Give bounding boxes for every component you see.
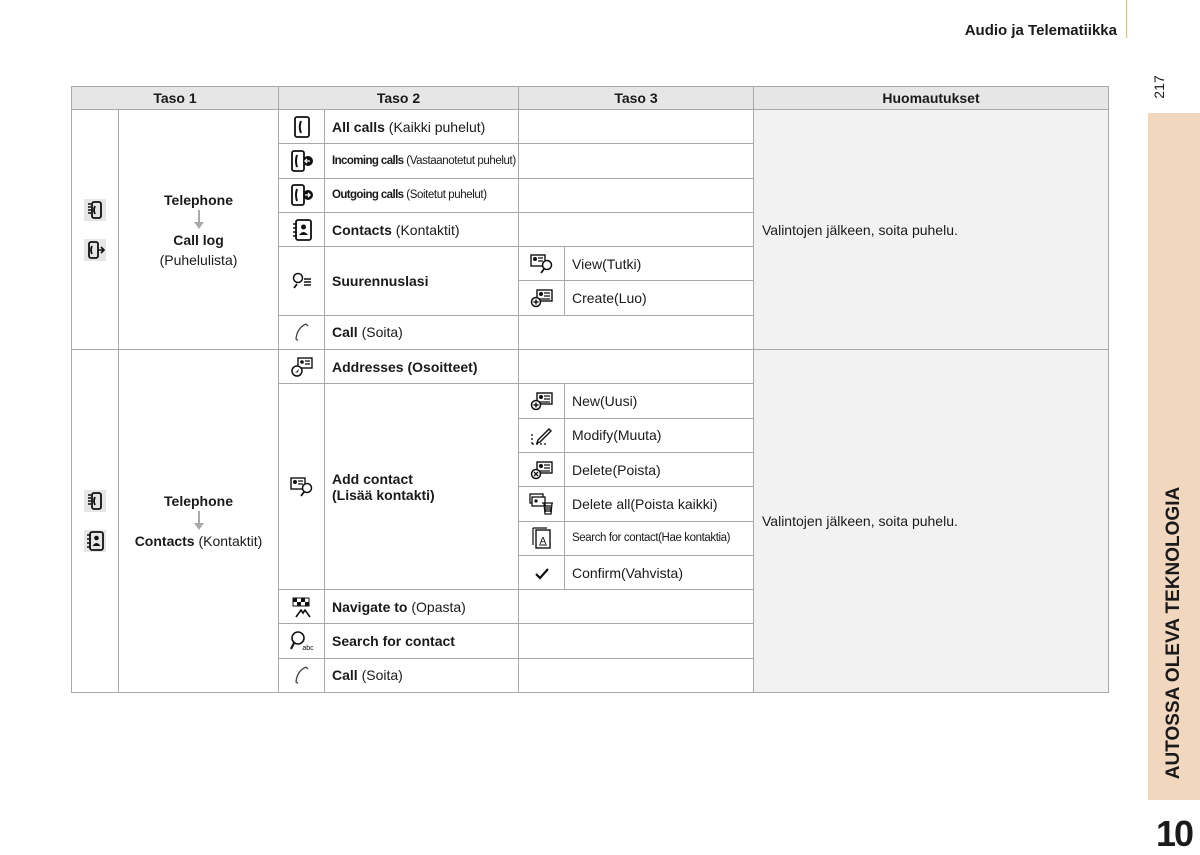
phone-book-icon [83, 492, 107, 508]
chapter-number: 10 [1155, 813, 1193, 854]
empty-cell [519, 144, 754, 178]
empty-cell [519, 658, 754, 692]
level1-subtitle-note: (Puhelulista) [159, 251, 238, 268]
menu-item-delete[interactable]: Delete(Poista) [565, 452, 754, 486]
delete-all-icon [519, 487, 565, 521]
remark-cell: Valintojen jälkeen, soita puhelu. [754, 350, 1109, 693]
menu-item-outgoing-calls[interactable]: Outgoing calls (Soitetut puhelut) [325, 178, 519, 212]
menu-item-view[interactable]: View(Tutki) [565, 247, 754, 281]
new-contact-icon [519, 384, 565, 418]
menu-item-contacts[interactable]: Contacts (Kontaktit) [325, 212, 519, 246]
header-divider [1126, 0, 1127, 38]
contacts-icon [83, 532, 107, 548]
menu-item-all-calls[interactable]: All calls (Kaikki puhelut) [325, 110, 519, 144]
svg-text:abc: abc [301, 645, 314, 653]
level1-label [119, 350, 279, 693]
all-calls-icon [279, 110, 325, 144]
page-header-title: Audio ja Telematiikka [964, 22, 1117, 39]
contacts-icon [279, 212, 325, 246]
incoming-calls-icon [279, 144, 325, 178]
column-header: Taso 1 [72, 87, 279, 110]
search-abc-icon [279, 624, 325, 658]
menu-item-delete-all[interactable]: Delete all(Poista kaikki) [565, 487, 754, 521]
menu-item-modify[interactable]: Modify(Muuta) [565, 418, 754, 452]
column-header: Taso 3 [519, 87, 754, 110]
empty-cell [519, 624, 754, 658]
chapter-title: AUTOSSA OLEVA TEKNOLOGIA [1163, 486, 1184, 780]
menu-item-addresses[interactable]: Addresses (Osoitteet) [325, 350, 519, 384]
view-contact-icon [519, 247, 565, 281]
menu-item-search-for-contact[interactable]: Search for contact(Hae kontaktia) [565, 521, 754, 555]
menu-item-new[interactable]: New(Uusi) [565, 384, 754, 418]
add-contact-icon [279, 384, 325, 590]
level1-label [119, 110, 279, 350]
menu-item-create[interactable]: Create(Luo) [565, 281, 754, 315]
table-row [72, 350, 1109, 384]
column-header: Taso 2 [279, 87, 519, 110]
search-contact-letter-icon [519, 521, 565, 555]
level1-subtitle: Call log [173, 231, 224, 248]
check-icon [519, 555, 565, 589]
delete-contact-icon [519, 452, 565, 486]
menu-item-suurennuslasi[interactable]: Suurennuslasi [325, 247, 519, 316]
table-header-row [72, 87, 1109, 110]
arrow-down-icon [193, 511, 205, 531]
empty-cell [519, 178, 754, 212]
page-number: 217 [1151, 75, 1167, 99]
create-contact-icon [519, 281, 565, 315]
level1-icons [72, 350, 119, 693]
magnifier-list-icon [279, 247, 325, 316]
menu-item-add-contact[interactable]: Add contact (Lisää kontakti) [325, 384, 519, 590]
call-log-icon [83, 240, 107, 256]
modify-icon [519, 418, 565, 452]
menu-table [71, 86, 1109, 693]
menu-item-call[interactable]: Call (Soita) [325, 658, 519, 692]
empty-cell [519, 212, 754, 246]
empty-cell [519, 110, 754, 144]
checkered-flag-icon [279, 590, 325, 624]
level1-title: Telephone [164, 493, 233, 510]
column-header: Huomautukset [754, 87, 1109, 110]
table-row [72, 110, 1109, 144]
outgoing-calls-icon [279, 178, 325, 212]
level1-title: Telephone [164, 191, 233, 208]
empty-cell [519, 315, 754, 349]
menu-item-navigate-to[interactable]: Navigate to (Opasta) [325, 590, 519, 624]
handset-icon [279, 658, 325, 692]
level1-subtitle-note: (Kontaktit) [194, 533, 263, 550]
arrow-down-icon [193, 210, 205, 230]
menu-item-call[interactable]: Call (Soita) [325, 315, 519, 349]
level1-subtitle: Contacts [134, 533, 195, 550]
empty-cell [519, 350, 754, 384]
level1-icons [72, 110, 119, 350]
addresses-icon [279, 350, 325, 384]
menu-item-incoming-calls[interactable]: Incoming calls (Vastaanotetut puhelut) [325, 144, 519, 178]
phone-book-icon [83, 200, 107, 216]
menu-item-confirm[interactable]: Confirm(Vahvista) [565, 555, 754, 589]
chapter-side-tab [1148, 113, 1200, 854]
menu-item-search-contact[interactable]: Search for contact [325, 624, 519, 658]
remark-cell: Valintojen jälkeen, soita puhelu. [754, 110, 1109, 350]
svg-text:A: A [539, 536, 546, 548]
empty-cell [519, 590, 754, 624]
handset-icon [279, 315, 325, 349]
